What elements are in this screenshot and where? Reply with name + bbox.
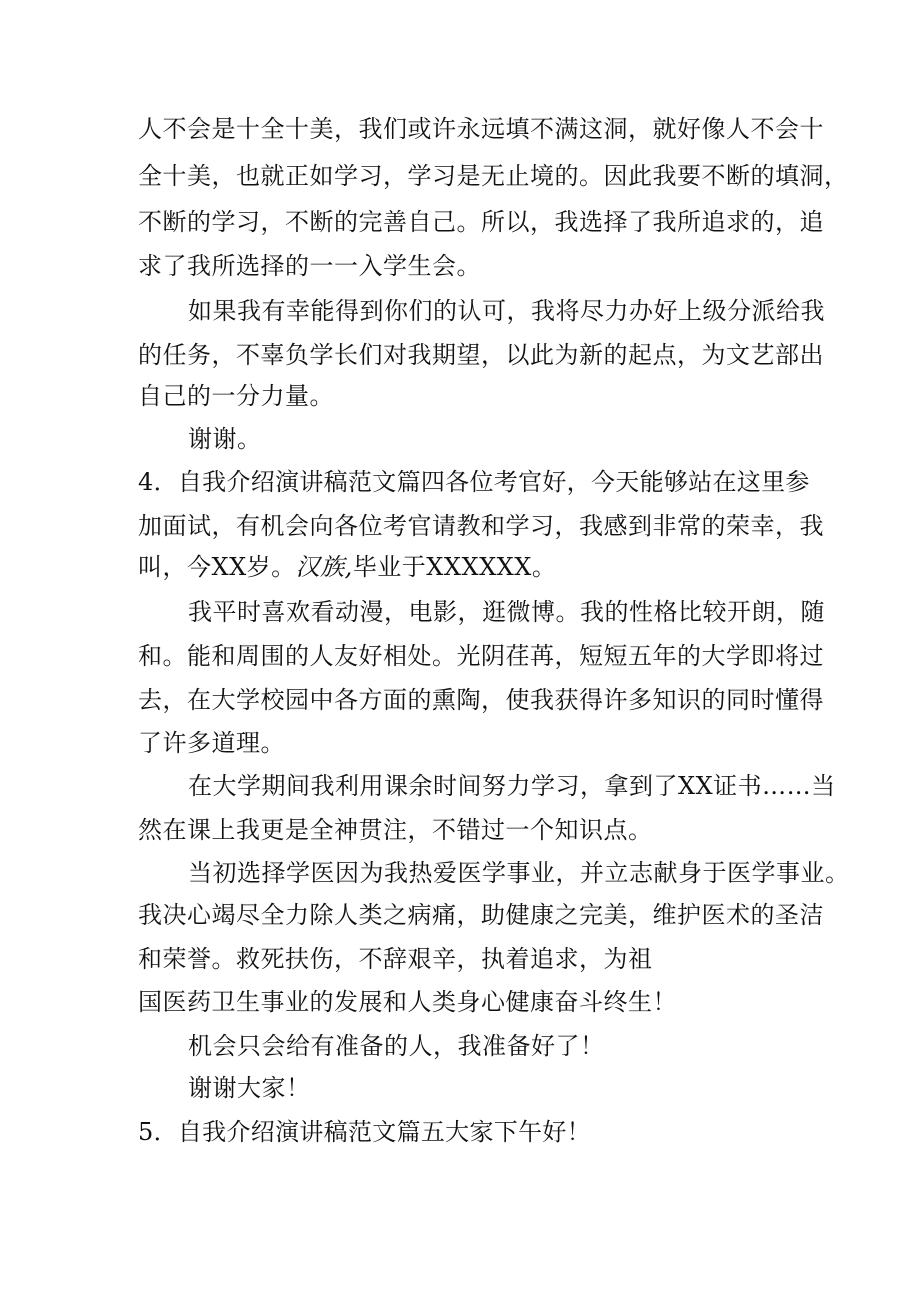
paragraph-line: 我平时喜欢看动漫，电影，逛微博。我的性格比较开朗，随 <box>188 598 825 626</box>
paragraph-line: 当初选择学医因为我热爱医学事业，并立志献身于医学事业。 <box>188 859 850 887</box>
italic-text-segment: 汉族, <box>295 553 353 581</box>
section-heading: 5．自我介绍演讲稿范文篇五大家下午好！ <box>138 1118 591 1146</box>
paragraph-line: 加面试，有机会向各位考官请教和学习，我感到非常的荣幸，我 <box>138 512 824 540</box>
paragraph-line: 了许多道理。 <box>138 729 285 757</box>
text-segment: 叫，今XX岁。 <box>138 553 296 581</box>
text-segment: 毕业于XXXXXX。 <box>352 553 557 581</box>
paragraph-line: 谢谢。 <box>188 425 262 453</box>
paragraph-line: 去，在大学校园中各方面的熏陶，使我获得许多知识的同时懂得 <box>138 686 824 714</box>
paragraph-line: 全十美，也就正如学习，学习是无止境的。因此我要不断的填洞， <box>138 162 849 190</box>
paragraph-line: 然在课上我更是全神贯注，不错过一个知识点。 <box>138 816 653 844</box>
paragraph-line: 的任务，不辜负学长们对我期望，以此为新的起点，为文艺部出 <box>138 341 824 369</box>
paragraph-line: 人不会是十全十美，我们或许永远填不满这洞，就好像人不会十 <box>138 115 824 143</box>
paragraph-line: 和。能和周围的人友好相处。光阴荏苒，短短五年的大学即将过 <box>138 642 824 670</box>
paragraph-line: 国医药卫生事业的发展和人类身心健康奋斗终生！ <box>138 988 677 1016</box>
paragraph-line: 在大学期间我利用课余时间努力学习，拿到了XX证书……当 <box>188 772 836 800</box>
paragraph-line: 自己的一分力量。 <box>138 382 334 410</box>
paragraph-line: 谢谢大家！ <box>188 1074 311 1102</box>
paragraph-line <box>138 551 556 583</box>
paragraph-line: 求了我所选择的一一入学生会。 <box>138 252 481 280</box>
paragraph-line: 和荣誉。救死扶伤，不辞艰辛，执着追求，为祖 <box>138 945 653 973</box>
paragraph-line: 不断的学习，不断的完善自己。所以，我选择了我所追求的，追 <box>138 208 824 236</box>
paragraph-line: 机会只会给有准备的人，我准备好了！ <box>188 1032 605 1060</box>
paragraph-line: 我决心竭尽全力除人类之病痛，助健康之完美，维护医术的圣洁 <box>138 901 824 929</box>
section-heading: 4．自我介绍演讲稿范文篇四各位考官好，今天能够站在这里参 <box>138 468 810 496</box>
paragraph-line: 如果我有幸能得到你们的认可，我将尽力办好上级分派给我 <box>188 297 825 325</box>
